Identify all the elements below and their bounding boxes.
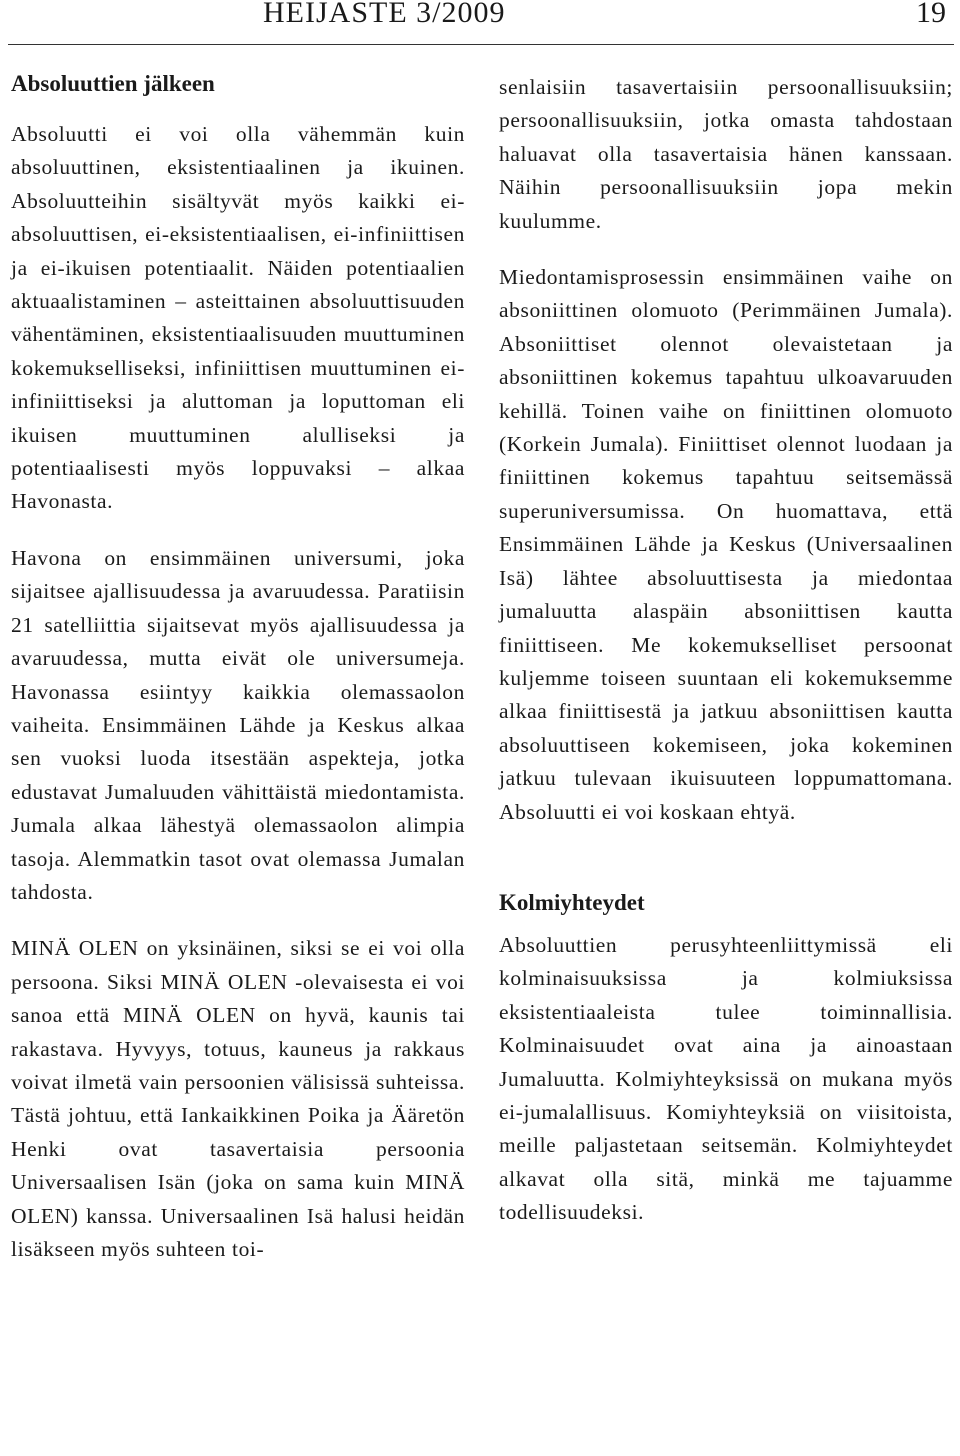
section-heading-absoluuttien-jalkeen: Absoluuttien jälkeen: [11, 71, 215, 96]
paragraph: senlaisiin tasavertaisiin persoonallisuuksiin; persoonallisuuksiin, jotka omasta tahdostaan haluavat olla tasavertaisia hänen kanssaan. Näihin persoonallisuuksiin jopa mekin kuulumme.: [499, 75, 953, 233]
page-number: 19: [916, 0, 946, 29]
paragraph: MINÄ OLEN on yksinäinen, siksi se ei voi olla persoona. Siksi MINÄ OLEN -olevaisesta ei voi sanoa että MINÄ OLEN on hyvä, kaunis tai rakastava. Hyvyys, totuus, kauneus ja rakkaus voivat ilmetä vain persoonien välisissä suhteissa. Tästä johtuu, että Iankaikkinen Poika ja Ääretön Henki ovat tasavertaisia persoonia Universaalisen Isän (joka on sama kuin MINÄ OLEN) kanssa. Universaalinen Isä halusi heidän lisäkseen myös suhteen toi-: [11, 936, 465, 1261]
paragraph: Havona on ensimmäinen universumi, joka sijaitsee ajallisuudessa ja avaruudessa. Paratiisin 21 satelliittia sijaitsevat myös ajallisuudessa ja avaruudessa, mutta eivät ole universumeja. Havonassa esiintyy kaikkia olemassaolon vaiheita. Ensimmäinen Lähde ja Keskus alkaa sen vuoksi luoda itsestään aspekteja, jotka edustavat Jumaluuden vähittäistä miedontamista. Jumala alkaa lähestyä olemassaolon alimpia tasoja. Alemmatkin tasot ovat olemassa Jumalan tahdosta.: [11, 545, 465, 904]
paragraph: Absoluuttien perusyhteenliittymissä eli kolminaisuuksissa ja kolmiuksissa eksistentiaaleista tulee toiminnallisia. Kolminaisuudet ovat aina ja ainoastaan Jumaluutta. Kolmiyhteyksissä on mukana myös ei-jumalallisuus. Komiyhteyksiä on viisitoista, meille paljastetaan seitsemän. Kolmiyhteydet alkavat olla sitä, minkä me tajuamme todellisuudeksi.: [499, 932, 953, 1225]
header-divider: [8, 44, 954, 45]
left-column: [11, 68, 465, 1266]
paragraph: Miedontamisprosessin ensimmäinen vaihe on absoniittinen olomuoto (Perimmäinen Jumala). Absoniittiset olennot olevaistetaan ja absoniittinen kokemus tapahtuu ulkoavaruuden kehillä. Toinen vaihe on finiittinen olomuoto (Korkein Jumala). Finiittiset olennot luodaan ja finiittinen kokemus tapahtuu seitsemässä superuniversumissa. On huomattava, että Ensimmäinen Lähde ja Keskus (Universaalinen Isä) lähtee absoluuttisesta ja miedontaa jumaluutta alaspäin absoniittisen kautta finiittiseen. Me kokemukselliset persoonat kuljemme toiseen suuntaan eli kokemuksemme alkaa finiittisestä ja jatkuu absoniittisen kautta absoluuttiseen kokemiseen, joka kokeminen jatkuu tulevaan ikuisuuteen loppumattomana. Absoluutti ei voi koskaan ehtyä.: [499, 265, 953, 824]
section-heading-kolmiyhteydet: Kolmiyhteydet: [499, 889, 645, 915]
paragraph: Absoluutti ei voi olla vähemmän kuin absoluuttinen, eksistentiaalinen ja ikuinen. Absoluutteihin sisältyvät myös kaikki ei-absoluuttisen, ei-eksistentiaalisen, ei-infiniittisen ja ei-ikuisen potentiaalit. Näiden potentiaalien aktuaalistaminen – asteittainen absoluuttisuuden vähentäminen, eksistentiaalisuuden muuttuminen kokemukselliseksi, infiniittisen muuttuminen ei-infiniittiseksi ja aluttoman ja loputtoman eli ikuisen muuttuminen alulliseksi ja potentiaalisesti myös loppuvaksi – alkaa Havonasta.: [11, 122, 465, 514]
page-header: [0, 0, 960, 40]
publication-title: HEIJASTE 3/2009: [263, 0, 506, 29]
right-column: [499, 71, 953, 1230]
